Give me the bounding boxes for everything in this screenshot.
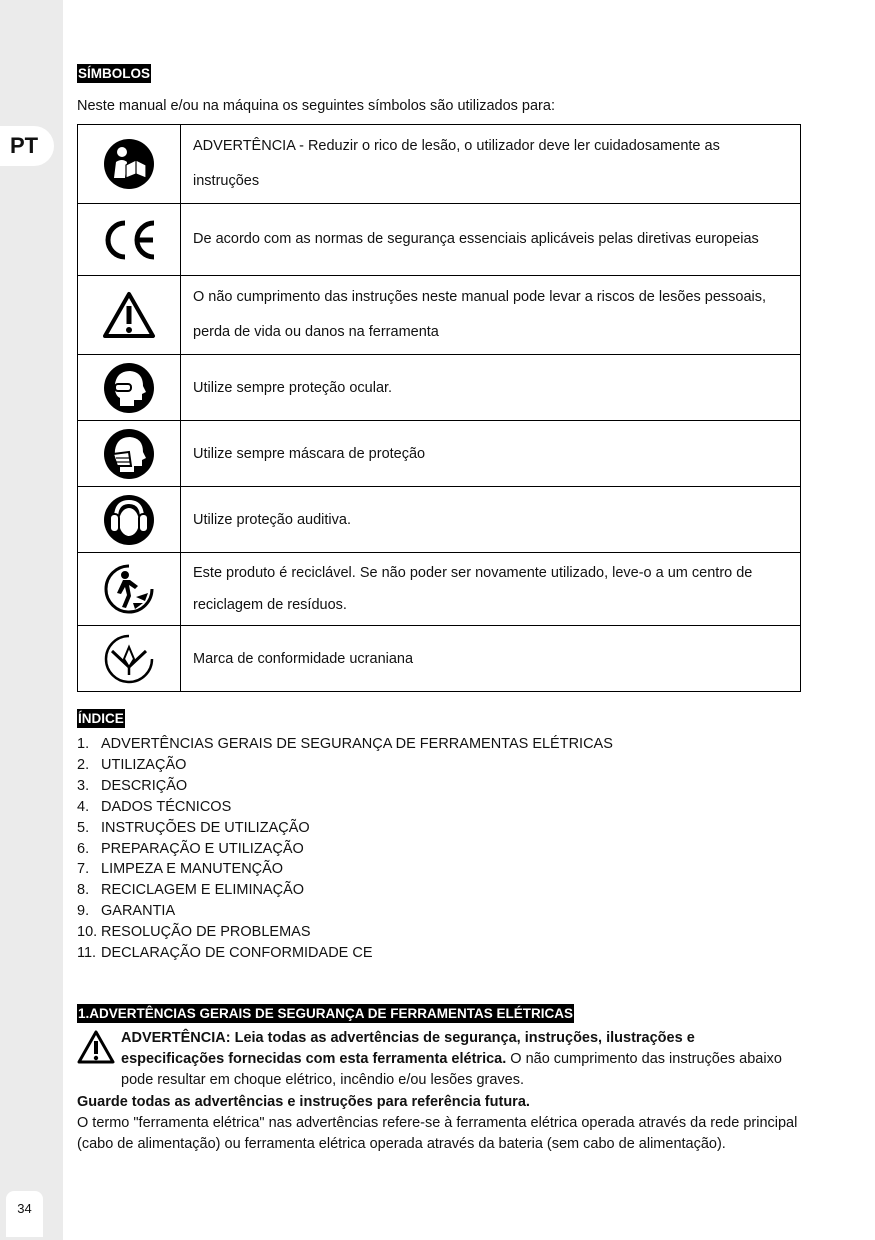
warning-triangle-icon [77,1029,115,1065]
toc-label: RESOLUÇÃO DE PROBLEMAS [101,924,311,941]
recycle-icon [78,553,181,626]
toc-label: GARANTIA [101,903,176,920]
toc-label: INSTRUÇÕES DE UTILIZAÇÃO [101,819,310,836]
list-item [77,755,613,776]
symbol-description: De acordo com as normas de segurança essenciais aplicáveis pelas diretivas europeias [181,204,801,276]
mask-icon [78,421,181,487]
page-number: 34 [6,1191,43,1237]
toc-number: 4. [77,798,90,815]
toc-label: RECICLAGEM E ELIMINAÇÃO [101,882,305,899]
symbol-description: O não cumprimento das instruções neste manual pode levar a riscos de lesões pessoais, perda de vida ou danos na ferramenta [181,276,801,355]
toc-number: 5. [77,819,90,836]
toc-label: DESCRIÇÃO [101,777,188,794]
toc-label: ADVERTÊNCIAS GERAIS DE SEGURANÇA DE FERRAMENTAS ELÉTRICAS [101,736,613,752]
symbol-row [78,125,801,204]
symbol-description: Utilize sempre proteção ocular. [181,355,801,421]
table-of-contents [77,734,613,964]
symbol-row [78,487,801,553]
ukraine-conformity-icon [78,626,181,692]
toc-number: 11. [77,945,97,962]
toc-label: DADOS TÉCNICOS [101,798,232,815]
warning-paragraph [121,1028,801,1091]
list-item [77,776,613,797]
warning-bold-text: ADVERTÊNCIA: Leia todas as advertências de segurança, instruções, ilustrações e especificações fornecidas com esta ferramenta elétrica. [121,1030,695,1067]
symbol-description: ADVERTÊNCIA - Reduzir o rico de lesão, o utilizador deve ler cuidadosamente as instruções [181,125,801,204]
toc-number: 2. [77,756,90,773]
symbol-row [78,626,801,692]
keep-instructions-line: Guarde todas as advertências e instruções para referência futura. [77,1094,530,1110]
symbol-row [78,276,801,355]
toc-label: UTILIZAÇÃO [101,756,187,773]
list-item [77,797,613,818]
symbol-row [78,355,801,421]
power-tool-term-paragraph: O termo "ferramenta elétrica" nas advertências refere-se à ferramenta elétrica operada através da rede principal (cabo de alimentação) ou ferramenta elétrica operada através da bateria (sem cabo de alimentação). [77,1115,798,1152]
symbol-row [78,421,801,487]
symbols-intro: Neste manual e/ou na máquina os seguintes símbolos são utilizados para: [77,98,555,114]
list-item [77,922,613,943]
warning-rest-text: O não cumprimento das instruções abaixo pode resultar em choque elétrico, incêndio e/ou lesões graves. [121,1051,782,1088]
list-item [77,734,613,755]
list-item [77,839,613,860]
warning-triangle-icon [78,276,181,355]
toc-number: 8. [77,882,90,899]
toc-number: 7. [77,861,90,878]
toc-number: 10. [77,924,98,941]
symbol-description: Utilize proteção auditiva. [181,487,801,553]
list-item [77,818,613,839]
language-tab: PT [0,126,54,166]
side-margin-band [0,0,63,1240]
index-heading: ÍNDICE [78,711,124,726]
section1-heading: 1.ADVERTÊNCIAS GERAIS DE SEGURANÇA DE FERRAMENTAS ELÉTRICAS [78,1006,574,1021]
toc-number: 9. [77,903,90,920]
eye-protection-icon [78,355,181,421]
symbol-description: Utilize sempre máscara de proteção [181,421,801,487]
toc-number: 1. [77,736,90,752]
ear-protection-icon [78,487,181,553]
toc-label: PREPARAÇÃO E UTILIZAÇÃO [101,840,304,857]
symbol-description: Marca de conformidade ucraniana [181,626,801,692]
toc-number: 3. [77,777,90,794]
toc-label: LIMPEZA E MANUTENÇÃO [101,861,284,878]
toc-number: 6. [77,840,90,857]
toc-label: DECLARAÇÃO DE CONFORMIDADE CE [101,945,373,962]
list-item [77,943,613,964]
symbols-table [77,124,801,692]
list-item [77,859,613,880]
ce-mark-icon [78,204,181,276]
symbol-row [78,553,801,626]
list-item [77,901,613,922]
symbol-description: Este produto é reciclável. Se não poder ser novamente utilizado, leve-o a um centro de reciclagem de resíduos. [181,553,801,626]
symbols-heading: SÍMBOLOS [78,66,151,81]
symbol-row [78,204,801,276]
read-manual-icon [78,125,181,204]
list-item [77,880,613,901]
